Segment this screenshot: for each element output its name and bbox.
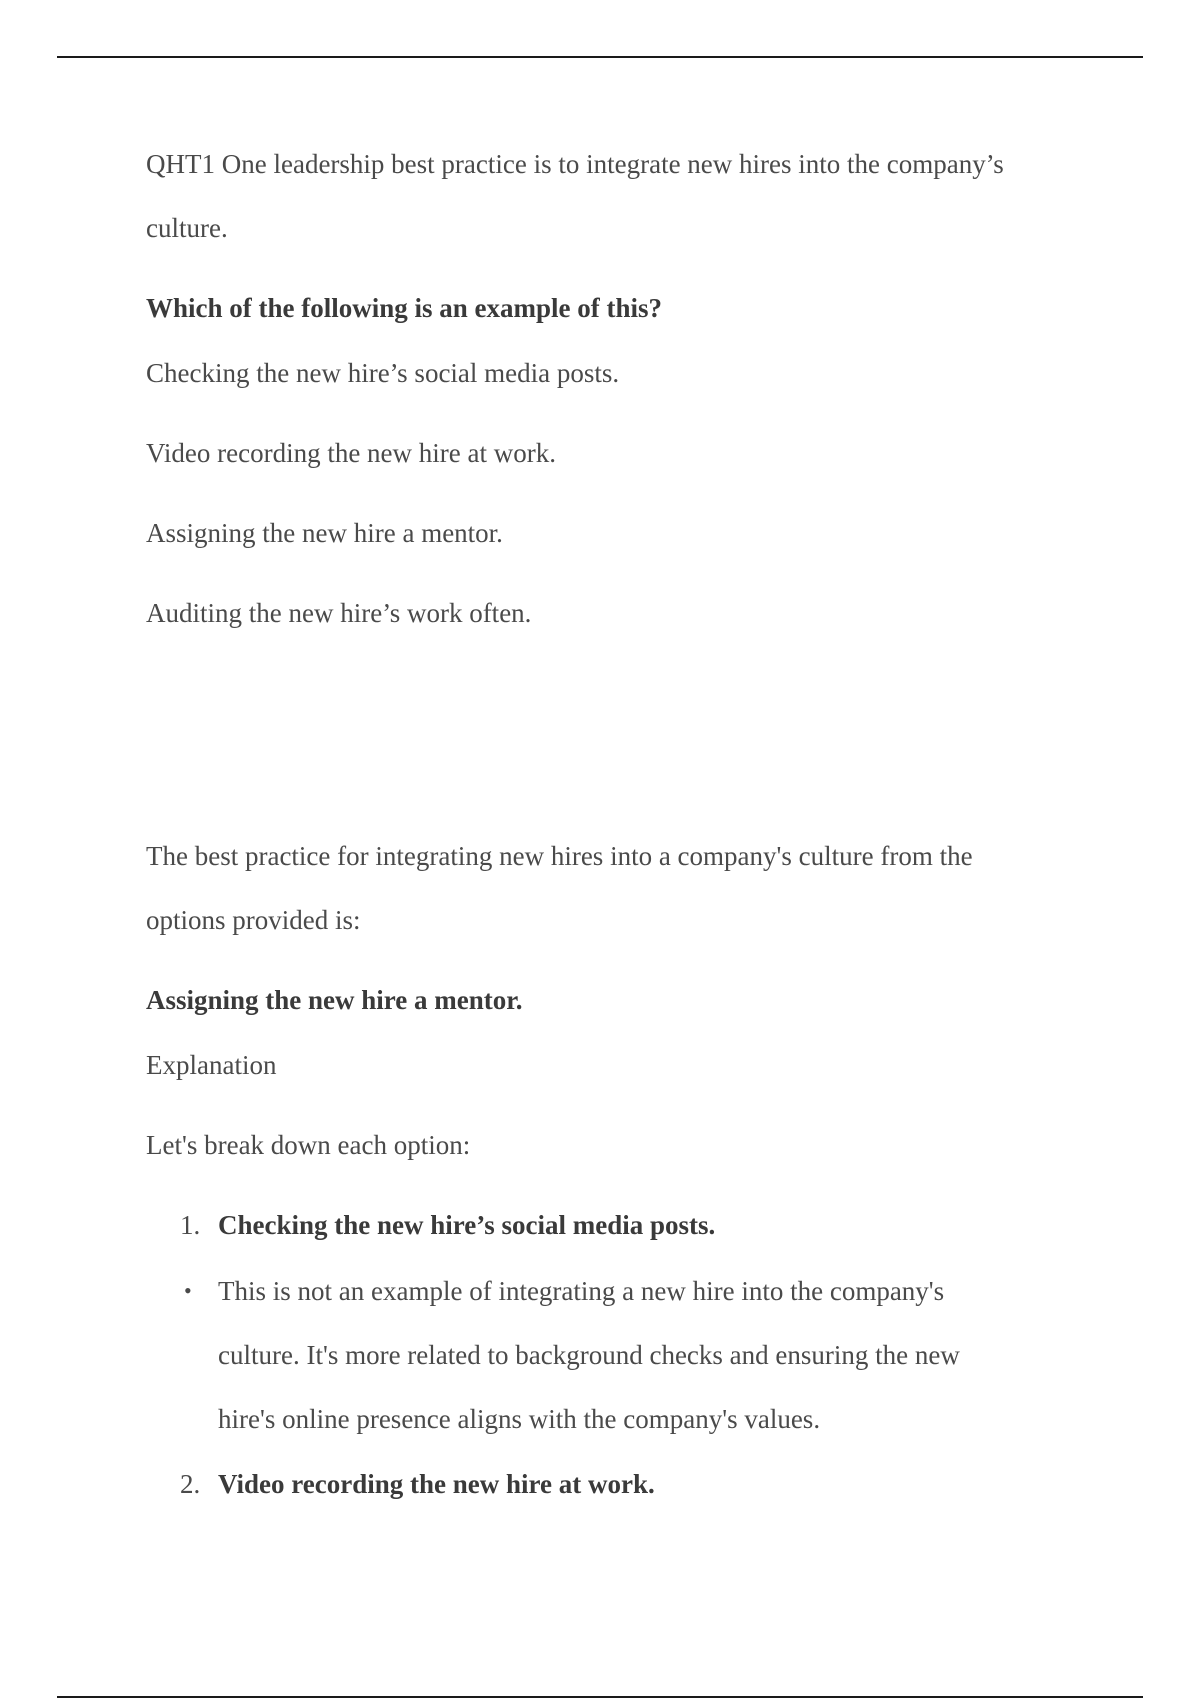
- answer-intro-line-2: options provided is:: [146, 905, 361, 935]
- list-item-title: Video recording the new hire at work.: [218, 1469, 655, 1499]
- question-prompt: Which of the following is an example of this?: [146, 293, 663, 323]
- detail-line-3: hire's online presence aligns with the company's values.: [218, 1404, 821, 1434]
- detail-line-1: This is not an example of integrating a new hire into the company's: [218, 1276, 945, 1306]
- option-4: Auditing the new hire’s work often.: [146, 598, 532, 628]
- question-intro-line-1: QHT1 One leadership best practice is to integrate new hires into the company’s: [146, 149, 1004, 179]
- list-number: 1.: [180, 1210, 201, 1240]
- question-intro-line-2: culture.: [146, 213, 228, 243]
- bullet-marker: •: [184, 1278, 192, 1303]
- option-1: Checking the new hire’s social media posts.: [146, 358, 620, 388]
- option-3: Assigning the new hire a mentor.: [146, 518, 503, 548]
- list-item-title: Checking the new hire’s social media posts.: [218, 1210, 716, 1240]
- bottom-rule: [57, 1696, 1143, 1698]
- correct-answer: Assigning the new hire a mentor.: [146, 985, 523, 1015]
- detail-line-2: culture. It's more related to background checks and ensuring the new: [218, 1340, 960, 1370]
- option-2: Video recording the new hire at work.: [146, 438, 556, 468]
- explanation-heading: Explanation: [146, 1050, 277, 1080]
- breakdown-intro: Let's break down each option:: [146, 1130, 471, 1160]
- top-rule: [57, 56, 1143, 58]
- list-number: 2.: [180, 1469, 201, 1499]
- answer-intro-line-1: The best practice for integrating new hires into a company's culture from the: [146, 841, 973, 871]
